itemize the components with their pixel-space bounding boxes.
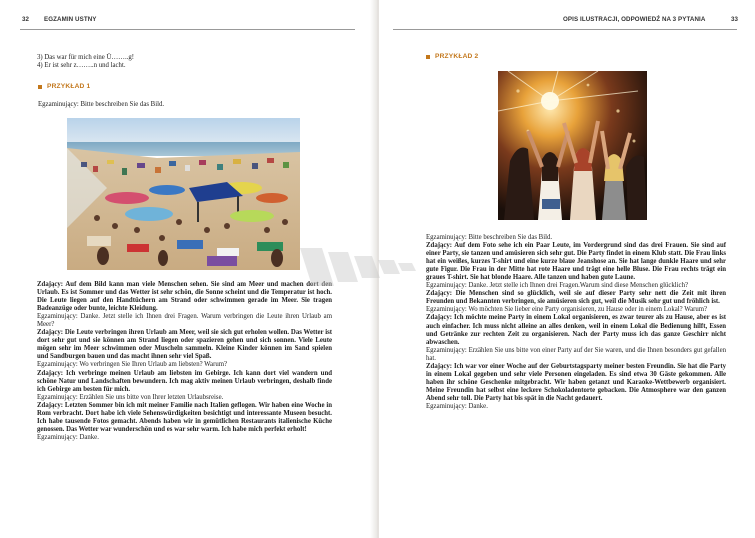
examiner-question: Egzaminujący: Wo verbringen Sie Ihren Urlaub am liebsten? Warum?	[37, 361, 228, 369]
candidate-answer: Zdający: Ich verbringe meinen Urlaub am liebsten im Gebirge. Ich kann dort viel wandern und schöne Natur und Landschaften bewundern. Ich mag aktiv meinen Urlaub verbringen, deshalb finde ich Gebirge am besten für mich.	[37, 369, 332, 393]
square-bullet-icon	[38, 85, 42, 89]
list-item: 3) Das war für mich eine Ü……..g!	[37, 54, 135, 61]
party-photo	[498, 71, 647, 220]
running-head-right: OPIS ILUSTRACJI, ODPOWIEDŹ NA 3 PYTANIA	[563, 16, 706, 23]
examiner-question: Egzaminujący: Erzählen Sie uns bitte von einer Party auf der Sie waren, und die Ihnen besonders gut gefallen hat.	[426, 346, 726, 362]
candidate-answer: Zdający: Ich war vor einer Woche auf der Geburtstagsparty meiner besten Freundin. Sie hat die Party in einem Lokal gegeben und sehr viele Personen eingeladen. Es sind etwa 30 Gäste gekommen. Alle haben ihr schöne Geschenke mitgebracht. Wir haben getanzt und Karaoke-Wettbewerb organisiert. Meine Freundin hat selbst eine leckere Schokoladentorte gebacken. Die Atmosphere war den ganzen Abend sehr toll. Die Party hat bis spät in die Nacht gedauert.	[426, 362, 726, 402]
examiner-question: Egzaminujący: Bitte beschreiben Sie das Bild.	[426, 234, 553, 241]
page-number-left: 32	[22, 16, 30, 23]
example-heading-label: PRZYKŁAD 1	[47, 83, 91, 90]
example-heading-1	[38, 83, 90, 90]
candidate-answer: Zdający: Auf dem Bild kann man viele Menschen sehen. Sie sind am Meer und machen dort den Urlaub. Es ist Sommer und das Wetter ist sehr schön, die Sonne scheint und die Temperatur ist hoch. Die Leute liegen auf den Handtüchern am Strand oder schwimmen gerade im Meer. Sie tragen Badeanzüge oder bunte, leichte Kleidung.	[37, 281, 332, 313]
header-rule-left	[20, 29, 355, 30]
beach-photo	[67, 118, 300, 270]
party-image	[498, 71, 647, 220]
dialogue-right	[426, 234, 726, 411]
exercise-list	[37, 54, 317, 70]
examiner-question: Egzaminujący: Danke. Jetzt stelle ich Ihnen drei Fragen.Warum sind diese Menschen glücklich?	[426, 282, 688, 290]
dialogue-left	[37, 281, 332, 442]
candidate-answer: Zdający: Die Menschen sind so glücklich, weil sie auf dieser Party sehr nett die Zeit mit ihren Freunden und Bekannten verbringen, sie amüsieren sich gut, weil die Musik sehr gut und fröhlich ist.	[426, 290, 726, 306]
candidate-answer: Zdający: Auf dem Foto sehe ich ein Paar Leute, im Vordergrund sind das drei Frauen. Sie sind auf einer Party, sie tanzen und amüsieren sich sehr gut. Die Party findet in einem Klub statt. Die Frau links hat ein weißes, kurzes T-shirt und eine kurze blaue Jeanshose an. Sie hat lange dunkle Haare und sehr gute Figur. Die Frau in der Mitte hat rote Haare und trägt eine helle Bluse. Die Frau rechts trägt ein graues T-shirt. Sie hat blonde Haare. Alle tanzen und haben gute Laune.	[426, 242, 726, 282]
candidate-answer: Zdający: Die Leute verbringen ihren Urlaub am Meer, weil sie sich gut erholen wollen. Das Wetter ist dort sehr gut und sie können am Strand liegen oder spazieren gehen und sich sonnen. Viele Leute mögen sehr im Meer schwimmen oder Muscheln sammeln. Kleine Kinder können im Sand spielen und Sandburgen bauen und das macht ihnen sehr viel Spaß.	[37, 329, 332, 361]
header-rule-right	[393, 29, 737, 30]
candidate-answer: Zdający: Ich möchte meine Party in einem Lokal organisieren, es zwar teurer als zu Hause, aber es ist auch einfacher. Ich muss nicht alleine an alles denken, weil in einem Lokal die Bedienung hilft, Essen und Getränke zur rechten Zeit zu organisieren. Nach der Party muss ich das ganze Geschirr nicht abwaschen.	[426, 314, 726, 346]
list-item: 4) Er ist sehr z……..n und lacht.	[37, 62, 126, 70]
running-head-left: EGZAMIN USTNY	[44, 16, 97, 23]
candidate-answer: Zdający: Letzten Sommer bin ich mit meiner Familie nach Italien geflogen. Wir haben eine Woche in Rom verbracht. Dort habe ich viele Sehenswürdigkeiten besichtigt und interessante Museen besucht. Ich habe tausende Fotos gemacht. Abends haben wir in gemütlichen Restaurants italienische Küche genossen. Das Wetter war wunderschön und es war sehr warm. Ich habe mich perfekt erholt!	[37, 401, 332, 433]
examiner-question: Egzaminujący: Wo möchten Sie lieber eine Party organisieren, zu Hause oder in einem Lokal? Warum?	[426, 306, 708, 314]
right-page	[379, 0, 755, 538]
examiner-question: Egzaminujący: Danke. Jetzt stelle ich Ihnen drei Fragen. Warum verbringen die Leute ihren Urlaub am Meer?	[37, 313, 332, 329]
examiner-question: Egzaminujący: Danke.	[37, 433, 99, 441]
square-bullet-icon	[426, 55, 430, 59]
example-heading-2	[426, 53, 478, 60]
prompt-text: Egzaminujący: Bitte beschreiben Sie das Bild.	[38, 101, 165, 108]
beach-image	[67, 118, 300, 270]
watermark-fan-graphic	[300, 248, 420, 286]
examiner-question: Egzaminujący: Erzählen Sie uns bitte von Ihrer letzten Urlaubsreise.	[37, 393, 224, 401]
page-number-right: 33	[731, 16, 739, 23]
examiner-question: Egzaminujący: Danke.	[426, 402, 488, 410]
example-heading-label: PRZYKŁAD 2	[435, 53, 479, 60]
